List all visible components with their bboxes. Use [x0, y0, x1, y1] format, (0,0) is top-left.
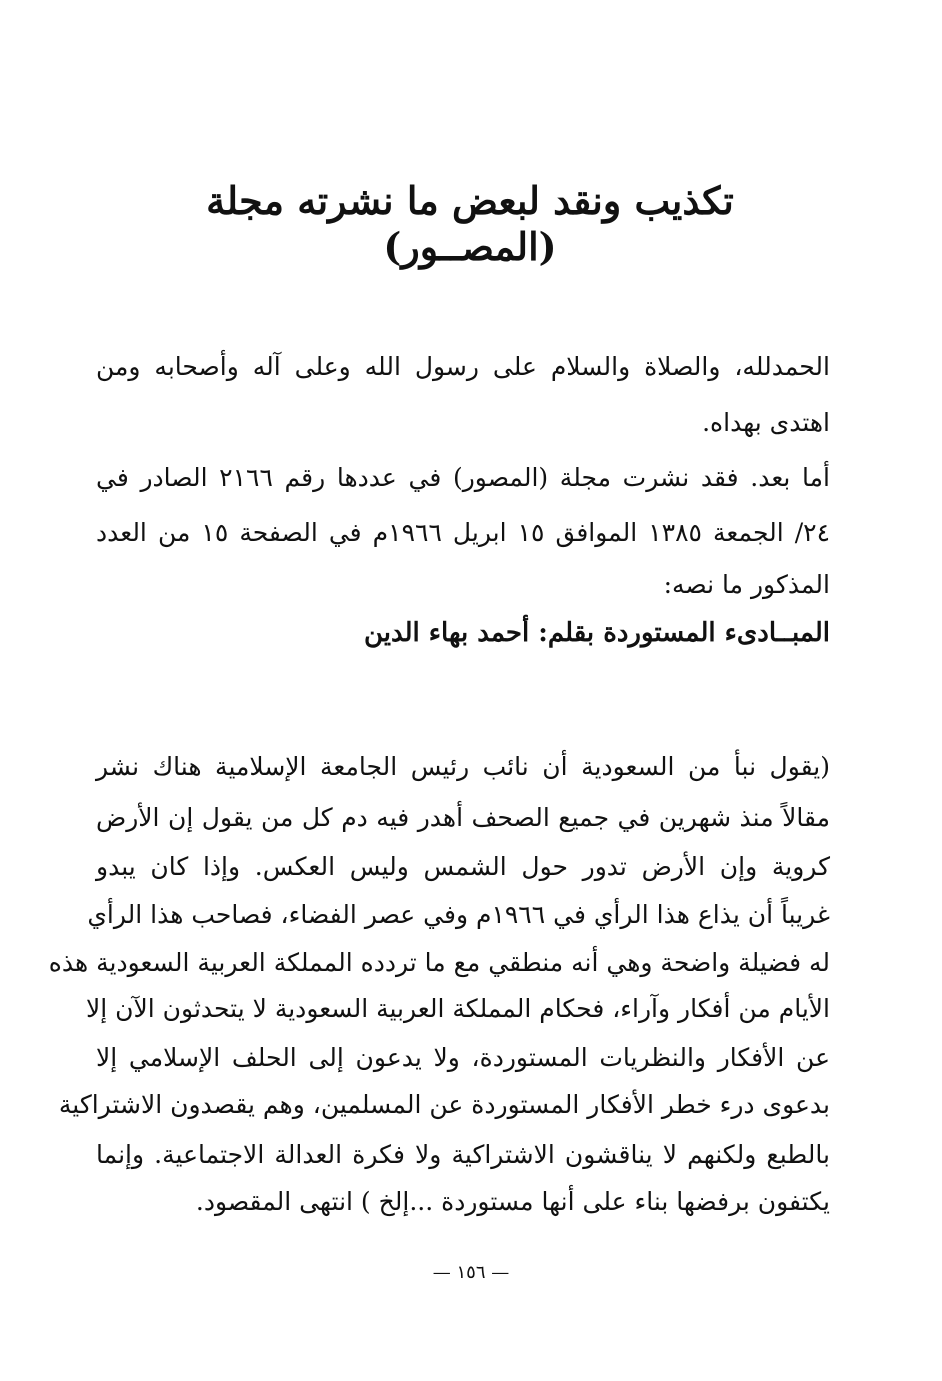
article-byline: المبــادىء المستوردة بقلم: أحمد بهاء الدين	[363, 618, 830, 648]
quote-line: غريباً أن يذاع هذا الرأي في ١٩٦٦م وفي عصر الفضاء، فصاحب هذا الرأي	[87, 900, 830, 929]
quote-line: عن الأفكار والنظريات المستوردة، ولا يدعون إلى الحلف الإسلامي إلا	[96, 1043, 830, 1072]
quote-line: بالطبع ولكنهم لا يناقشون الاشتراكية ولا فكرة العدالة الاجتماعية. وإنما	[96, 1140, 830, 1169]
quote-line: يكتفون برفضها بناء على أنها مستوردة ...إلخ ) انتهى المقصود.	[195, 1187, 830, 1216]
quote-line: بدعوى درء خطر الأفكار المستوردة عن المسلمين، وهم يقصدون الاشتراكية	[58, 1090, 830, 1119]
quote-line: (يقول نبأ من السعودية أن نائب رئيس الجامعة الإسلامية هناك نشر	[96, 752, 830, 781]
paragraph-line: أما بعد. فقد نشرت مجلة (المصور) في عددها رقم ٢١٦٦ الصادر في	[96, 463, 830, 492]
paragraph-line: اهتدى بهداه.	[702, 408, 830, 437]
page-number: — ١٥٦ —	[432, 1262, 510, 1283]
document-title: تكذيب ونقد لبعض ما نشرته مجلة (المصــور)	[206, 178, 734, 269]
paragraph-line: ٢٤/ الجمعة ١٣٨٥ الموافق ١٥ ابريل ١٩٦٦م في الصفحة ١٥ من العدد	[96, 518, 830, 547]
paragraph-line: الحمدلله، والصلاة والسلام على رسول الله وعلى آله وأصحابه ومن	[96, 352, 830, 381]
quote-line: كروية وإن الأرض تدور حول الشمس وليس العكس. وإذا كان يبدو	[96, 852, 830, 881]
paragraph-line: المذكور ما نصه:	[663, 570, 830, 599]
quote-line: له فضيلة واضحة وهي أنه منطقي مع ما تردده المملكة العربية السعودية هذه	[48, 948, 830, 977]
quote-line: الأيام من أفكار وآراء، فحكام المملكة العربية السعودية لا يتحدثون الآن إلا	[86, 994, 830, 1023]
quote-line: مقالاً منذ شهرين في جميع الصحف أهدر فيه دم كل من يقول إن الأرض	[96, 803, 830, 832]
